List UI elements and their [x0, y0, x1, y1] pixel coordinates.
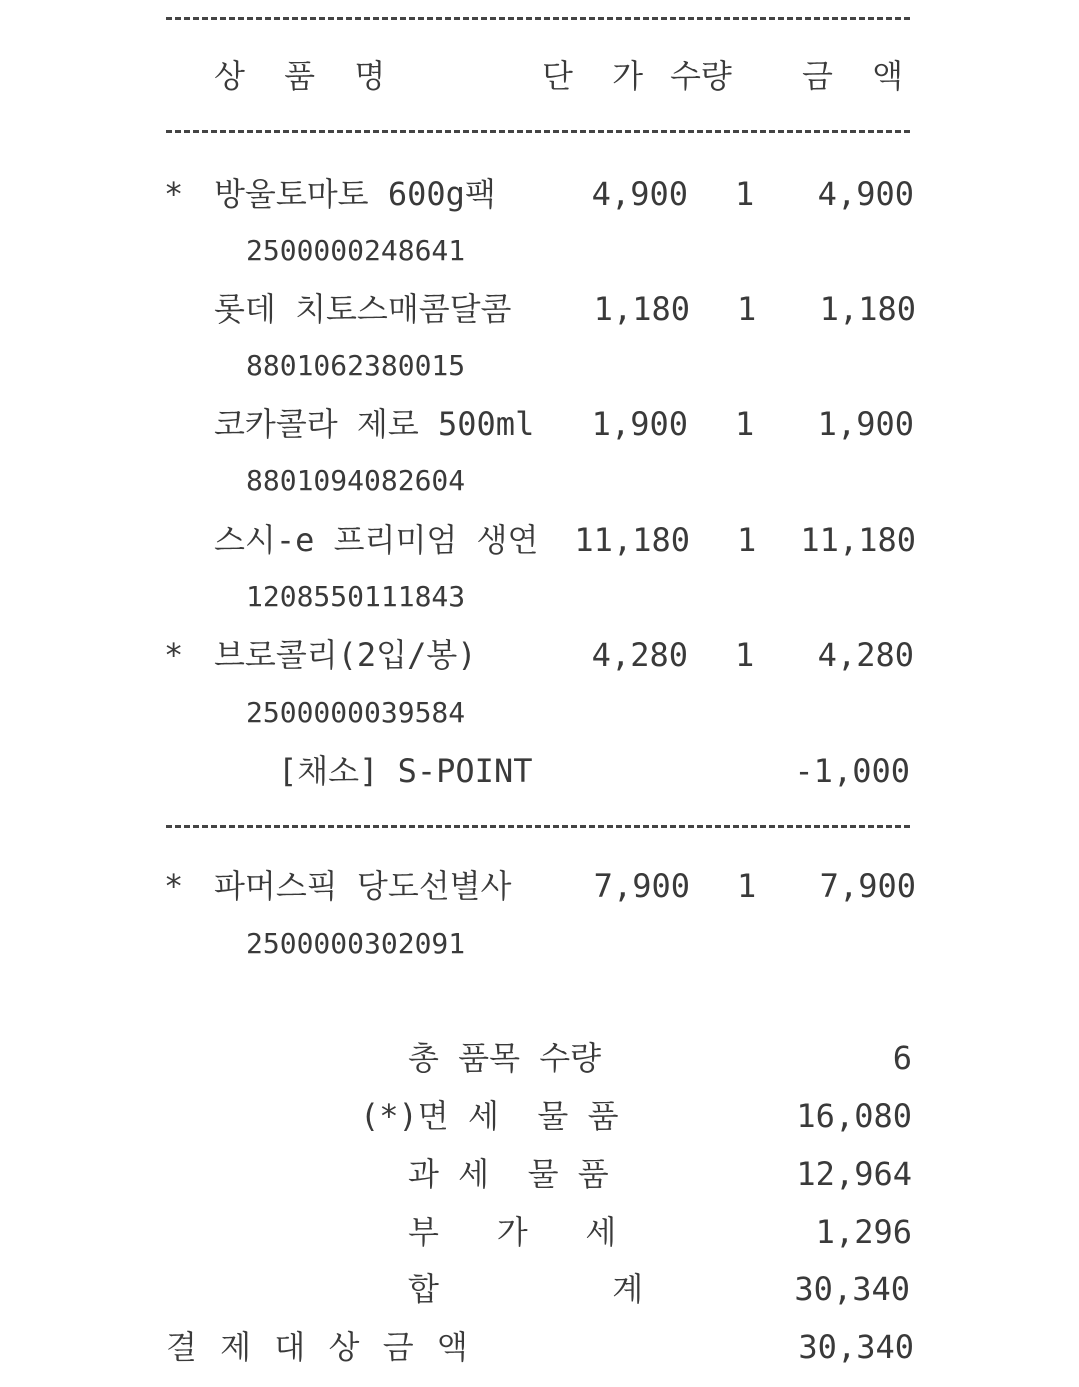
item-unit-price: 1,900 — [591, 405, 688, 443]
total-count-value: 6 — [892, 1039, 912, 1077]
tax-free-mark: * — [164, 867, 184, 905]
item-barcode-number: 2500000039584 — [246, 696, 466, 729]
sum-label: 합 계 — [408, 1270, 644, 1308]
total-count-label: 총 품목 수량 — [408, 1039, 602, 1077]
header-unit-price: 단 가 — [542, 57, 654, 95]
discount-amount: -1,000 — [794, 752, 910, 790]
item-barcode-number: 8801062380015 — [246, 349, 466, 382]
header-quantity: 수량 — [670, 57, 732, 95]
tax-free-mark: * — [164, 175, 184, 213]
item-unit-price: 4,900 — [591, 175, 688, 213]
item-amount: 11,180 — [800, 521, 916, 559]
item-unit-price: 7,900 — [593, 867, 690, 905]
item-unit-price: 11,180 — [574, 521, 690, 559]
item-unit-price: 4,280 — [591, 636, 688, 674]
item-barcode-number: 1208550111843 — [246, 580, 466, 613]
item-name: 코카콜라 제로 500ml — [214, 405, 535, 443]
header-amount: 금 액 — [802, 57, 914, 95]
item-name: 방울토마토 600g팩 — [214, 175, 496, 213]
item-amount: 1,180 — [819, 290, 916, 328]
tax-free-goods-label: (*)면 세 물 품 — [360, 1097, 619, 1135]
separator-line — [166, 17, 910, 20]
item-quantity: 1 — [737, 867, 757, 905]
tax-free-goods-value: 16,080 — [796, 1097, 912, 1135]
item-amount: 7,900 — [819, 867, 916, 905]
discount-label: [채소] S-POINT — [278, 752, 533, 790]
taxable-goods-value: 12,964 — [796, 1155, 912, 1193]
item-quantity: 1 — [735, 636, 755, 674]
vat-value: 1,296 — [815, 1213, 912, 1251]
item-amount: 1,900 — [817, 405, 914, 443]
item-quantity: 1 — [735, 405, 755, 443]
separator-line — [166, 825, 910, 828]
item-amount: 4,280 — [817, 636, 914, 674]
vat-label: 부 가 세 — [408, 1213, 617, 1251]
item-barcode-number: 8801094082604 — [246, 464, 466, 497]
item-amount: 4,900 — [817, 175, 914, 213]
item-name: 스시-e 프리미엄 생연 — [214, 521, 539, 559]
item-name: 롯데 치토스매콤달콤 — [214, 290, 512, 328]
item-name: 파머스픽 당도선별사 — [214, 867, 512, 905]
payment-amount-value: 30,340 — [798, 1328, 914, 1366]
item-quantity: 1 — [737, 290, 757, 328]
separator-line — [166, 130, 910, 133]
sum-value: 30,340 — [794, 1270, 910, 1308]
item-barcode-number: 2500000248641 — [246, 234, 466, 267]
item-name: 브로콜리(2입/봉) — [214, 636, 477, 674]
item-barcode-number: 2500000302091 — [246, 927, 466, 960]
item-unit-price: 1,180 — [593, 290, 690, 328]
item-quantity: 1 — [737, 521, 757, 559]
payment-amount-label: 결 제 대 상 금 액 — [166, 1328, 470, 1366]
taxable-goods-label: 과 세 물 품 — [408, 1155, 609, 1193]
tax-free-mark: * — [164, 636, 184, 674]
item-quantity: 1 — [735, 175, 755, 213]
header-item-name: 상 품 명 — [214, 57, 396, 95]
